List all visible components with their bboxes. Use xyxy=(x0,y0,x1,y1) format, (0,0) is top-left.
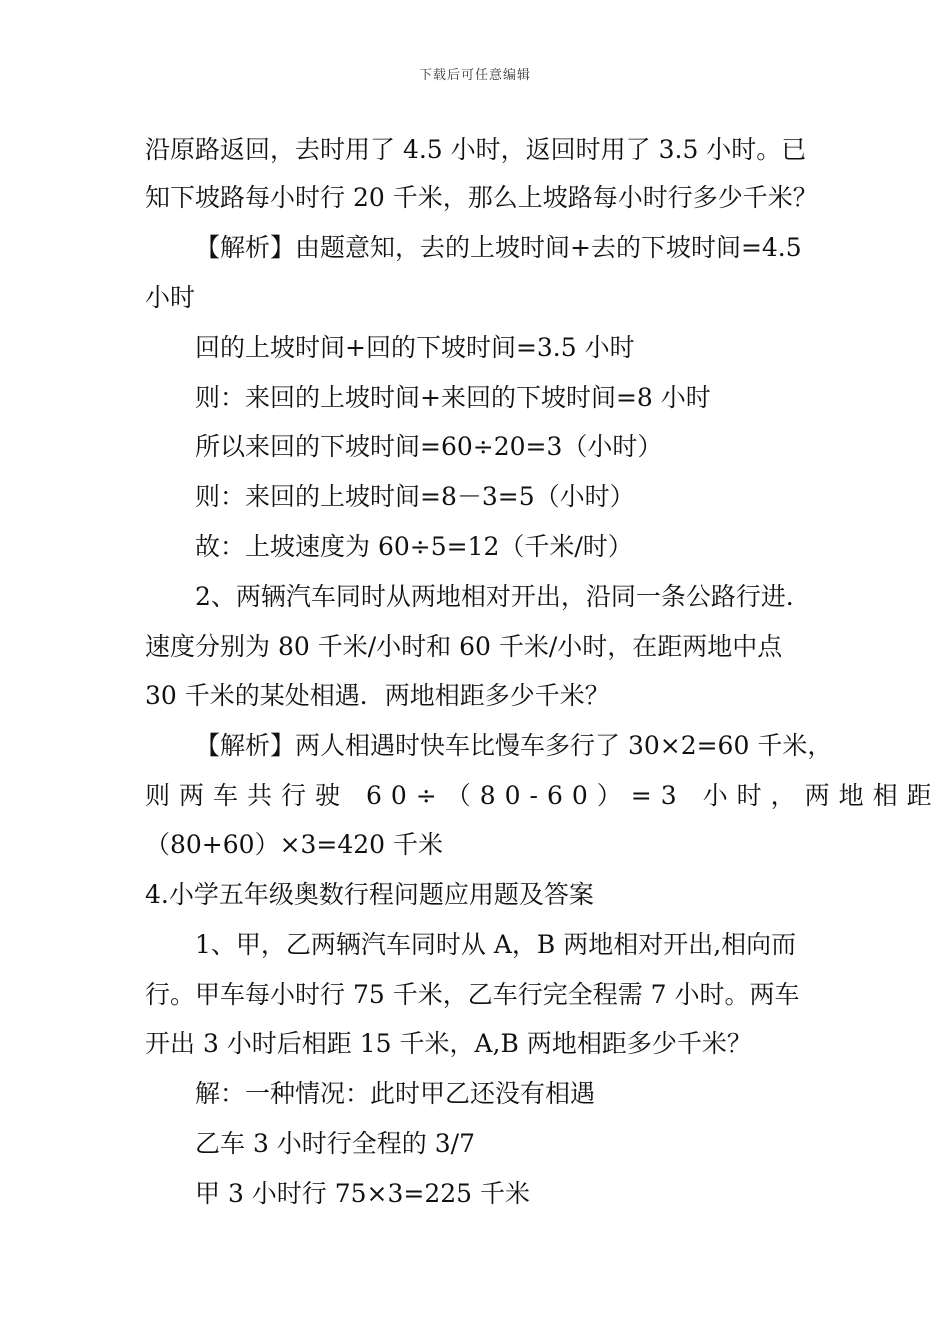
text-line: 所以来回的下坡时间=60÷20=3（小时） xyxy=(195,432,663,461)
page-header: 下载后可任意编辑 xyxy=(418,68,531,83)
text-line: 解：一种情况：此时甲乙还没有相遇 xyxy=(195,1079,596,1108)
text-line: （80+60）×3=420 千米 xyxy=(145,830,444,859)
text-line: 30 千米的某处相遇．两地相距多少千米？ xyxy=(145,681,610,710)
text-line: 知下坡路每小时行 20 千米，那么上坡路每小时行多少千米？ xyxy=(145,183,818,212)
text-line: 则两车共行驶 60÷（80-60）=3 小时，两地相距 xyxy=(145,781,941,810)
text-line: 小时 xyxy=(145,283,196,312)
text-line: 行。甲车每小时行 75 千米，乙车行完全程需 7 小时。两车 xyxy=(145,980,800,1009)
text-line: 则：来回的上坡时间=8－3=5（小时） xyxy=(195,482,635,511)
text-line: 速度分别为 80 千米/小时和 60 千米/小时，在距两地中点 xyxy=(145,632,783,661)
text-line: 1、甲，乙两辆汽车同时从 A，B 两地相对开出,相向而 xyxy=(195,930,797,959)
text-line: 【解析】由题意知，去的上坡时间+去的下坡时间=4.5 xyxy=(195,233,802,262)
text-line: 甲 3 小时行 75×3=225 千米 xyxy=(195,1179,531,1208)
text-line: 乙车 3 小时行全程的 3/7 xyxy=(195,1129,475,1158)
text-line: 4.小学五年级奥数行程问题应用题及答案 xyxy=(145,880,594,909)
text-line: 【解析】两人相遇时快车比慢车多行了 30×2=60 千米， xyxy=(195,731,833,760)
text-line: 2、两辆汽车同时从两地相对开出，沿同一条公路行进． xyxy=(195,582,811,611)
text-line: 回的上坡时间+回的下坡时间=3.5 小时 xyxy=(195,333,635,362)
text-line: 沿原路返回，去时用了 4.5 小时，返回时用了 3.5 小时。已 xyxy=(145,135,807,164)
text-line: 开出 3 小时后相距 15 千米，A,B 两地相距多少千米？ xyxy=(145,1029,752,1058)
text-line: 则：来回的上坡时间+来回的下坡时间=8 小时 xyxy=(195,383,711,412)
text-line: 故：上坡速度为 60÷5=12（千米/时） xyxy=(195,532,633,561)
